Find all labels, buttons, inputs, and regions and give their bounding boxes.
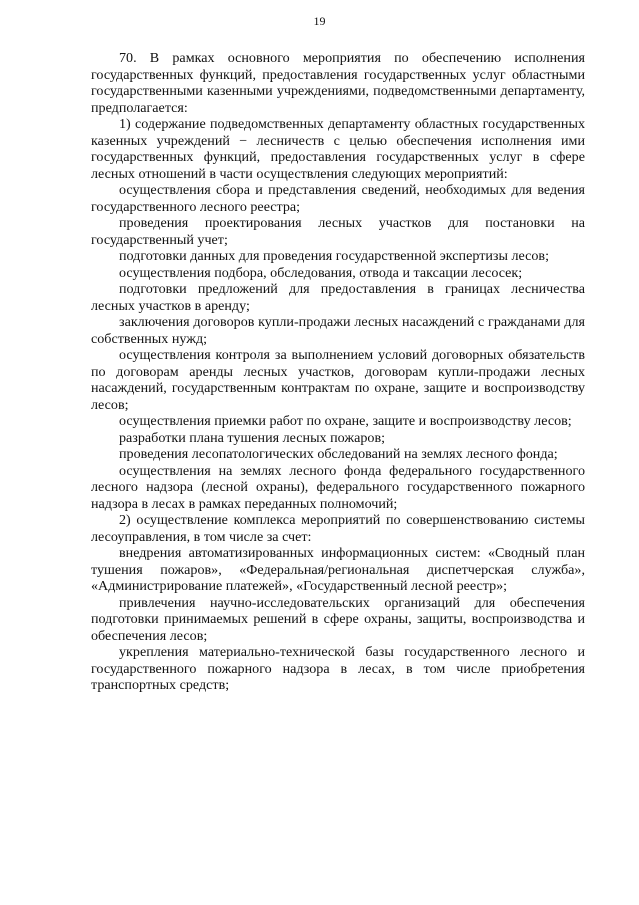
paragraph-material-base: укрепления материально-технической базы государственного лесного и государственного пожарного надзора в лесах, в том числе приобретения транспортных средств; — [91, 644, 585, 693]
paragraph-expertise: подготовки данных для проведения государственной экспертизы лесов; — [119, 248, 549, 264]
paragraph-works-acceptance: осуществления приемки работ по охране, защите и воспроизводству лесов; — [119, 413, 572, 429]
paragraph-info-systems: внедрения автоматизированных информационных систем: «Сводный план тушения пожаров», «Федеральная/региональная диспетчерская служба», «Администрирование платежей», «Государственный лесной реестр»; — [91, 545, 585, 594]
paragraph-subitem-1: 1) содержание подведомственных департаменту областных государственных казенных учреждений − лесничеств с целью обеспечения исполнения ими государственных функций, предоставления государственных услуг в сфере лесных отношений в части осуществления следующих мероприятий: — [91, 116, 585, 182]
paragraph-land-design: проведения проектирования лесных участков для постановки на государственный учет; — [91, 215, 585, 248]
paragraph-forest-registry: осуществления сбора и представления сведений, необходимых для ведения государственного лесного реестра; — [91, 182, 585, 215]
document-body — [91, 50, 585, 694]
paragraph-fire-plan: разработки плана тушения лесных пожаров; — [119, 429, 386, 446]
paragraph-research-orgs: привлечения научно-исследовательских организаций для обеспечения подготовки принимаемых решений в сфере охраны, защиты, воспроизводства и обеспечения лесов; — [91, 594, 585, 644]
paragraph-supervision: осуществления на землях лесного фонда федерального государственного лесного надзора (лесной охраны), федерального государственного пожарного надзора в лесах в рамках переданных полномочий; — [91, 462, 585, 512]
paragraph-subitem-2: 2) осуществление комплекса мероприятий по совершенствованию системы лесоуправления, в том числе за счет: — [91, 512, 585, 545]
paragraph-cutting-areas: осуществления подбора, обследования, отвода и таксации лесосек; — [119, 264, 523, 281]
paragraph-sale-contracts: заключения договоров купли-продажи лесных насаждений с гражданами для собственных нужд; — [91, 314, 585, 347]
paragraph-pathology-surveys: проведения лесопатологических обследований на землях лесного фонда; — [119, 446, 558, 462]
paragraph-lease-proposals: подготовки предложений для предоставления в границах лесничества лесных участков в аренду; — [91, 281, 585, 314]
page-number: 19 — [313, 14, 326, 28]
paragraph-contract-control: осуществления контроля за выполнением условий договорных обязательств по договорам аренды лесных участков, договорам купли-продажи лесных насаждений, государственным контрактам по охране, защите и воспроизводству лесов; — [91, 347, 585, 413]
paragraph-item-70: 70. В рамках основного мероприятия по обеспечению исполнения государственных функций, предоставления государственных услуг областными государственными казенными учреждениями, подведомственными департаменту, предполагается: — [91, 50, 585, 116]
